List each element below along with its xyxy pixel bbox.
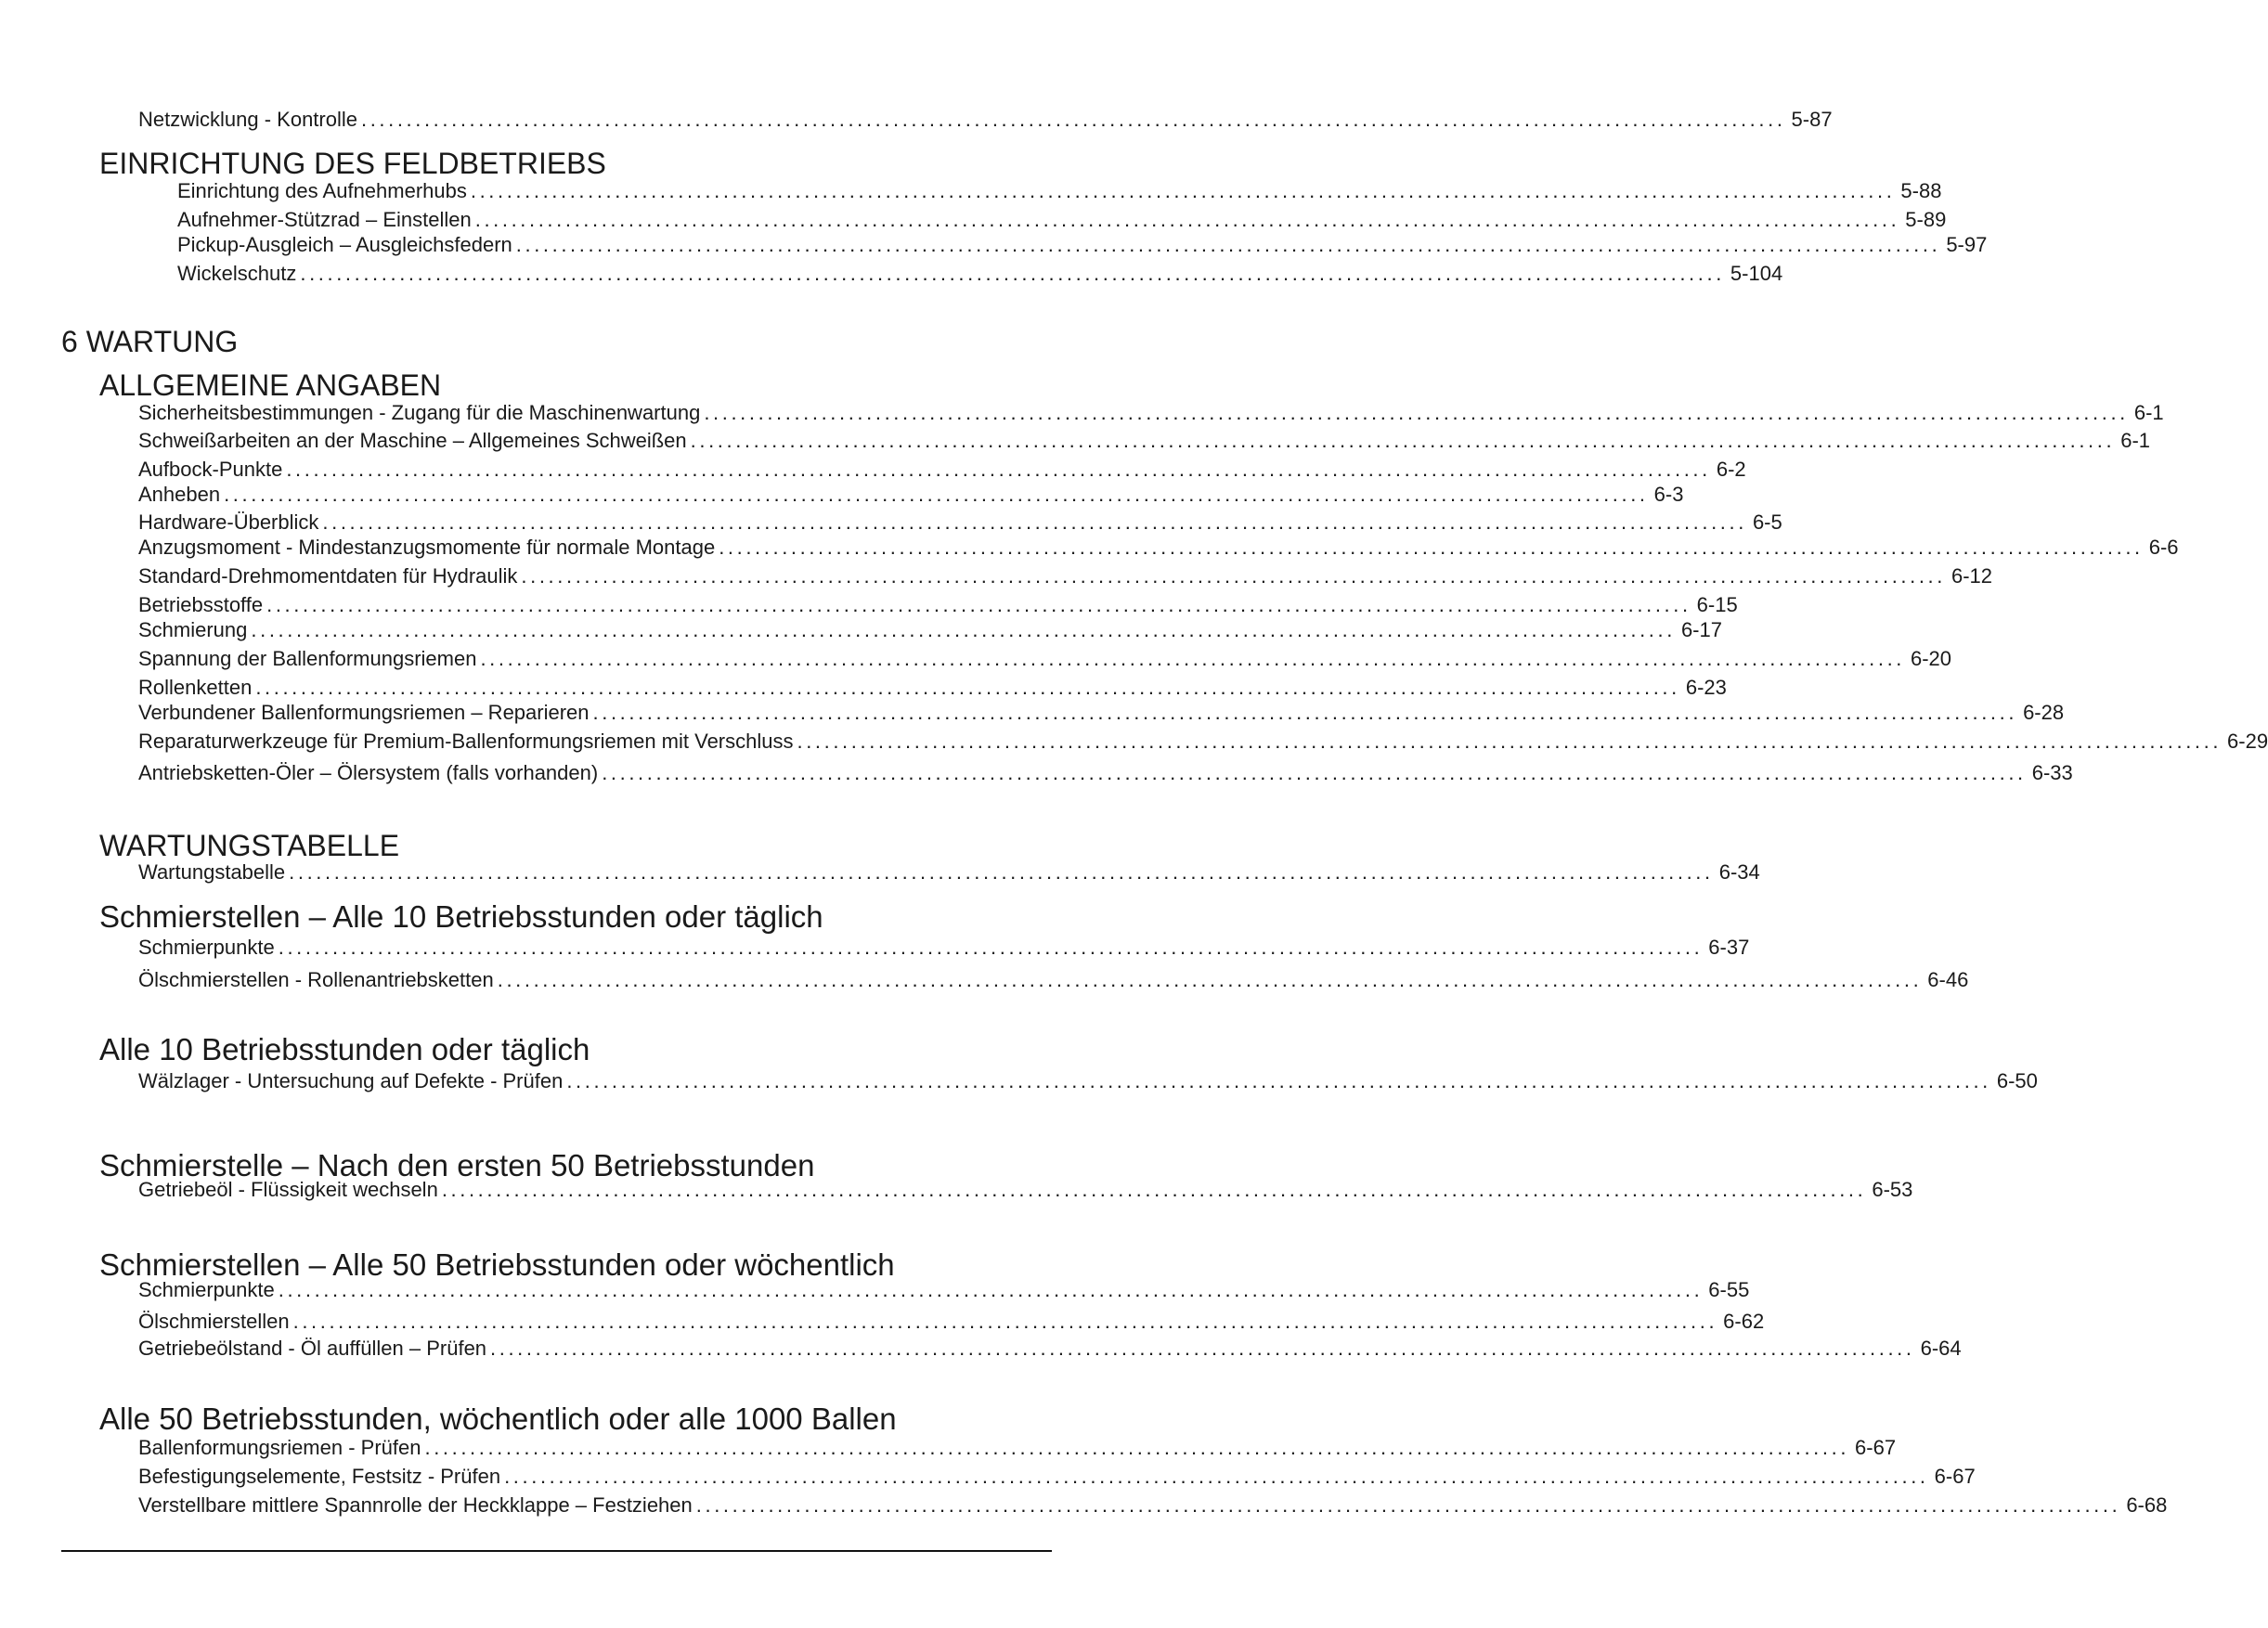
toc-entry-title: Schweißarbeiten an der Maschine – Allgemeines Schweißen — [138, 429, 687, 452]
toc-entry-title: Rollenketten — [138, 676, 253, 699]
dot-leader: .............................................................................................................................................................. — [424, 1436, 1850, 1459]
toc-entry-page: 5-87 — [1791, 108, 1833, 131]
dot-leader: .............................................................................................................................................................. — [300, 262, 1725, 285]
toc-entry[interactable] — [138, 1178, 1913, 1202]
toc-entry-title: Ölschmierstellen - Rollenantriebsketten — [138, 968, 494, 991]
toc-entry[interactable] — [138, 1436, 1897, 1460]
toc-entry[interactable] — [138, 429, 2150, 453]
dot-leader: .............................................................................................................................................................. — [704, 401, 2129, 424]
toc-entry-page: 6-1 — [2133, 401, 2164, 424]
dot-leader: .............................................................................................................................................................. — [266, 593, 1691, 616]
dot-leader: .............................................................................................................................................................. — [441, 1178, 1867, 1201]
toc-entry-page: 6-23 — [1685, 676, 1727, 699]
toc-entry[interactable] — [138, 401, 2164, 425]
toc-entry-title: Aufbock-Punkte — [138, 458, 283, 481]
toc-entry[interactable] — [138, 108, 1833, 132]
dot-leader: .............................................................................................................................................................. — [360, 108, 1786, 131]
toc-entry-page: 6-17 — [1680, 618, 1722, 641]
toc-entry[interactable] — [138, 701, 2065, 725]
toc-entry-title: Reparaturwerkzeuge für Premium-Ballenformungsriemen mit Verschluss — [138, 730, 794, 753]
toc-entry[interactable] — [138, 730, 2268, 754]
toc-entry-page: 6-6 — [2148, 536, 2179, 559]
toc-entry-page: 6-2 — [1716, 458, 1746, 481]
toc-entry-page: 6-34 — [1718, 860, 1760, 884]
toc-entry[interactable] — [138, 1493, 2168, 1518]
dot-leader: .............................................................................................................................................................. — [521, 564, 1946, 588]
dot-leader: .............................................................................................................................................................. — [322, 510, 1747, 534]
toc-entry[interactable] — [138, 536, 2179, 560]
toc-entry[interactable] — [138, 510, 1782, 535]
toc-entry-page: 5-97 — [1946, 233, 1988, 256]
dot-leader: .............................................................................................................................................................. — [504, 1465, 1929, 1488]
section-heading: Schmierstellen – Alle 50 Betriebsstunden oder wöchentlich — [99, 1247, 895, 1282]
toc-entry-title: Schmierpunkte — [138, 1278, 275, 1301]
dot-leader: .............................................................................................................................................................. — [719, 536, 2144, 559]
dot-leader: .............................................................................................................................................................. — [255, 676, 1680, 699]
dot-leader: .............................................................................................................................................................. — [292, 1310, 1718, 1333]
toc-entry-page: 6-67 — [1934, 1465, 1976, 1488]
toc-entry[interactable] — [138, 1337, 1962, 1361]
toc-entry-title: Befestigungselemente, Festsitz - Prüfen — [138, 1465, 501, 1488]
section-heading: EINRICHTUNG DES FELDBETRIEBS — [99, 147, 606, 180]
dot-leader: .............................................................................................................................................................. — [480, 647, 1905, 670]
section-heading: WARTUNGSTABELLE — [99, 829, 400, 862]
toc-entry[interactable] — [138, 564, 1993, 588]
toc-entry[interactable] — [177, 233, 1988, 257]
toc-entry-page: 6-46 — [1927, 968, 1969, 991]
chapter-heading: 6 WARTUNG — [61, 325, 239, 358]
toc-entry[interactable] — [138, 1069, 2038, 1093]
toc-entry-title: Verbundener Ballenformungsriemen – Reparieren — [138, 701, 590, 724]
toc-entry[interactable] — [138, 483, 1684, 507]
section-heading: Schmierstellen – Alle 10 Betriebsstunden oder täglich — [99, 899, 823, 934]
toc-entry-page: 6-33 — [2031, 761, 2073, 784]
dot-leader: .............................................................................................................................................................. — [251, 618, 1676, 641]
toc-entry-title: Hardware-Überblick — [138, 510, 319, 534]
toc-entry-title: Netzwicklung - Kontrolle — [138, 108, 357, 131]
dot-leader: .............................................................................................................................................................. — [289, 860, 1714, 884]
toc-entry[interactable] — [138, 1278, 1750, 1302]
toc-entry[interactable] — [177, 262, 1783, 286]
dot-leader: .............................................................................................................................................................. — [592, 701, 2018, 724]
toc-entry-title: Pickup-Ausgleich – Ausgleichsfedern — [177, 233, 512, 256]
toc-entry[interactable] — [138, 618, 1722, 642]
toc-entry-page: 6-12 — [1950, 564, 1993, 588]
toc-entry-title: Einrichtung des Aufnehmerhubs — [177, 179, 467, 202]
toc-entry-title: Schmierpunkte — [138, 936, 275, 959]
toc-entry-page: 6-29 — [2227, 730, 2268, 753]
footer-rule — [61, 1550, 1052, 1552]
toc-entry-page: 5-88 — [1900, 179, 1942, 202]
toc-entry-page: 6-3 — [1653, 483, 1684, 506]
dot-leader: .............................................................................................................................................................. — [278, 936, 1704, 959]
dot-leader: .............................................................................................................................................................. — [566, 1069, 1991, 1092]
toc-entry-title: Anheben — [138, 483, 221, 506]
toc-entry-title: Betriebsstoffe — [138, 593, 264, 616]
toc-entry-title: Schmierung — [138, 618, 248, 641]
section-heading: Alle 50 Betriebsstunden, wöchentlich oder alle 1000 Ballen — [99, 1402, 897, 1436]
toc-entry[interactable] — [138, 676, 1727, 700]
toc-entry-page: 6-53 — [1872, 1178, 1913, 1201]
section-heading: Schmierstelle – Nach den ersten 50 Betriebsstunden — [99, 1148, 815, 1182]
toc-entry-title: Spannung der Ballenformungsriemen — [138, 647, 477, 670]
toc-entry-title: Wartungstabelle — [138, 860, 286, 884]
toc-entry[interactable] — [138, 761, 2073, 785]
toc-entry[interactable] — [138, 647, 1952, 671]
toc-entry[interactable] — [138, 1465, 1976, 1489]
toc-entry[interactable] — [138, 458, 1746, 482]
dot-leader: .............................................................................................................................................................. — [695, 1493, 2121, 1517]
toc-entry-title: Ölschmierstellen — [138, 1310, 290, 1333]
toc-entry-title: Wälzlager - Untersuchung auf Defekte - Prüfen — [138, 1069, 564, 1092]
toc-entry[interactable] — [138, 593, 1738, 617]
dot-leader: .............................................................................................................................................................. — [278, 1278, 1704, 1301]
toc-entry-title: Getriebeölstand - Öl auffüllen – Prüfen — [138, 1337, 487, 1360]
toc-entry-page: 6-37 — [1708, 936, 1750, 959]
toc-entry-title: Standard-Drehmomentdaten für Hydraulik — [138, 564, 518, 588]
toc-entry-page: 6-64 — [1920, 1337, 1962, 1360]
toc-entry-title: Aufnehmer-Stützrad – Einstellen — [177, 208, 472, 231]
toc-entry-page: 6-68 — [2126, 1493, 2168, 1517]
toc-entry-page: 6-55 — [1708, 1278, 1750, 1301]
toc-entry-page: 6-20 — [1911, 647, 1952, 670]
dot-leader: .............................................................................................................................................................. — [515, 233, 1941, 256]
dot-leader: .............................................................................................................................................................. — [690, 429, 2116, 452]
dot-leader: .............................................................................................................................................................. — [470, 179, 1896, 202]
toc-entry-title: Verstellbare mittlere Spannrolle der Heckklappe – Festziehen — [138, 1493, 693, 1517]
toc-entry[interactable] — [138, 860, 1760, 885]
toc-entry-title: Wickelschutz — [177, 262, 297, 285]
toc-entry-page: 5-89 — [1905, 208, 1947, 231]
toc-entry[interactable] — [138, 968, 1969, 992]
toc-entry-page: 5-104 — [1730, 262, 1783, 285]
dot-leader: .............................................................................................................................................................. — [497, 968, 1923, 991]
toc-entry-title: Anzugsmoment - Mindestanzugsmomente für normale Montage — [138, 536, 716, 559]
toc-entry-page: 6-5 — [1752, 510, 1782, 534]
toc-entry-page: 6-62 — [1723, 1310, 1765, 1333]
toc-entry[interactable] — [177, 208, 1947, 232]
toc-entry-page: 6-1 — [2120, 429, 2150, 452]
toc-entry-title: Ballenformungsriemen - Prüfen — [138, 1436, 421, 1459]
toc-entry-title: Antriebsketten-Öler – Ölersystem (falls vorhanden) — [138, 761, 599, 784]
dot-leader: .............................................................................................................................................................. — [490, 1337, 1915, 1360]
toc-entry-title: Getriebeöl - Flüssigkeit wechseln — [138, 1178, 438, 1201]
toc-entry-title: Sicherheitsbestimmungen - Zugang für die Maschinenwartung — [138, 401, 701, 424]
toc-entry[interactable] — [177, 179, 1942, 203]
toc-entry-page: 6-28 — [2023, 701, 2065, 724]
toc-entry[interactable] — [138, 936, 1750, 960]
dot-leader: .............................................................................................................................................................. — [474, 208, 1900, 231]
dot-leader: .............................................................................................................................................................. — [797, 730, 2223, 753]
dot-leader: .............................................................................................................................................................. — [286, 458, 1711, 481]
section-heading: ALLGEMEINE ANGABEN — [99, 368, 442, 402]
toc-entry-page: 6-50 — [1996, 1069, 2038, 1092]
toc-entry-page: 6-67 — [1855, 1436, 1897, 1459]
toc-entry[interactable] — [138, 1310, 1765, 1334]
dot-leader: .............................................................................................................................................................. — [602, 761, 2027, 784]
section-heading: Alle 10 Betriebsstunden oder täglich — [99, 1032, 590, 1066]
toc-entry-page: 6-15 — [1696, 593, 1738, 616]
dot-leader: .............................................................................................................................................................. — [224, 483, 1649, 506]
